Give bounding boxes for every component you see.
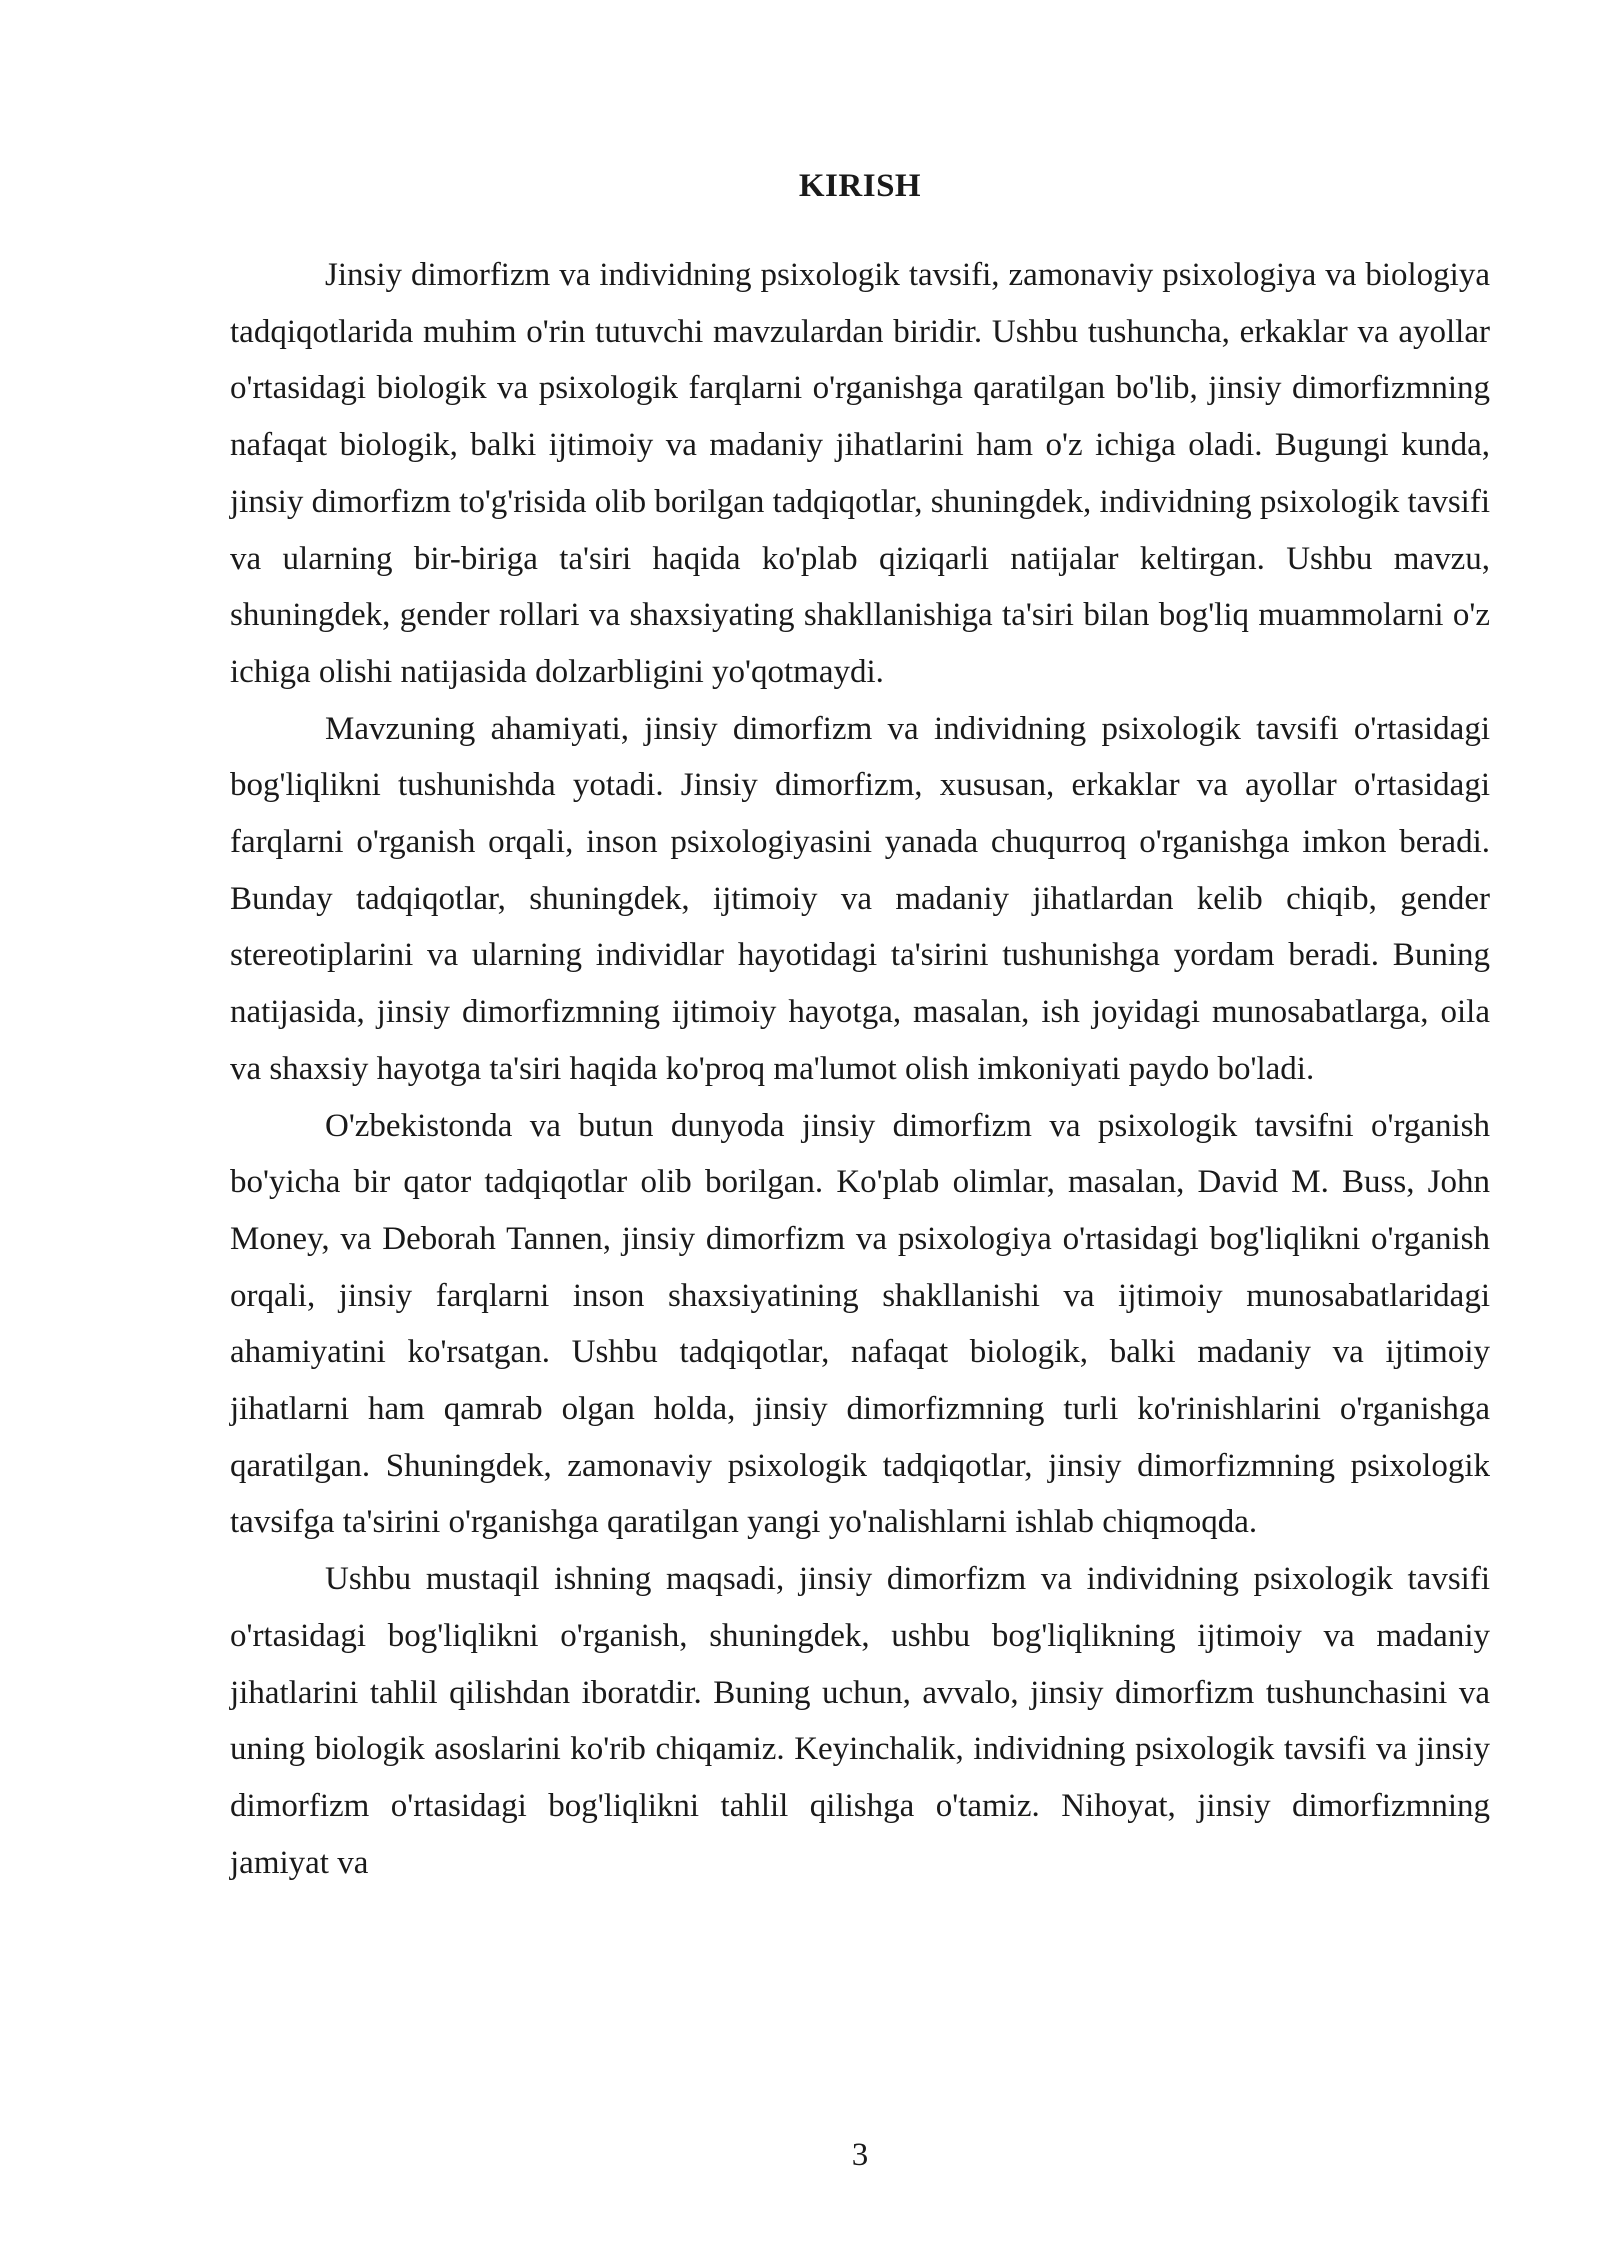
paragraph-4: Ushbu mustaqil ishning maqsadi, jinsiy dimorfizm va individning psixologik tavsifi o'rtasidagi bog'liqlikni o'rganish, shuningdek, ushbu bog'liqlikning ijtimoiy va madaniy jihatlarini tahlil qilishdan iboratdir. Buning uchun, avvalo, jinsiy dimorfizm tushunchasini va uning biologik asoslarini ko'rib chiqamiz. Keyinchalik, individning psixologik tavsifi va jinsiy dimorfizm o'rtasidagi bog'liqlikni tahlil qilishga o'tamiz. Nihoyat, jinsiy dimorfizmning jamiyat va (230, 1561, 1490, 1881)
page-number: 3 (851, 2137, 869, 2173)
section-title: KIRISH (798, 168, 922, 204)
paragraph-3: O'zbekistonda va butun dunyoda jinsiy dimorfizm va psixologik tavsifni o'rganish bo'yicha bir qator tadqiqotlar olib borilgan. Ko'plab olimlar, masalan, David M. Buss, John Money, va Deborah Tannen, jinsiy dimorfizm va psixologiya o'rtasidagi bog'liqlikni o'rganish orqali, jinsiy farqlarni inson shaxsiyatining shakllanishi va ijtimoiy munosabatlaridagi ahamiyatini ko'rsatgan. Ushbu tadqiqotlar, nafaqat biologik, balki madaniy va ijtimoiy jihatlarni ham qamrab olgan holda, jinsiy dimorfizmning turli ko'rinishlarini o'rganishga qaratilgan. Shuningdek, zamonaviy psixologik tadqiqotlar, jinsiy dimorfizmning psixologik tavsifga ta'sirini o'rganishga qaratilgan yangi yo'nalishlarni ishlab chiqmoqda. (230, 1107, 1490, 1541)
paragraph-2: Mavzuning ahamiyati, jinsiy dimorfizm va individning psixologik tavsifi o'rtasidagi bog'liqlikni tushunishda yotadi. Jinsiy dimorfizm, xususan, erkaklar va ayollar o'rtasidagi farqlarni o'rganish orqali, inson psixologiyasini yanada chuqurroq o'rganishga imkon beradi. Bunday tadqiqotlar, shuningdek, ijtimoiy va madaniy jihatlardan kelib chiqib, gender stereotiplarini va ularning individlar hayotidagi ta'sirini tushunishga yordam beradi. Buning natijasida, jinsiy dimorfizmning ijtimoiy hayotga, masalan, ish joyidagi munosabatlarga, oila va shaxsiy hayotga ta'siri haqida ko'proq ma'lumot olish imkoniyati paydo bo'ladi. (230, 710, 1490, 1087)
body-text (230, 247, 1490, 1891)
paragraph-1: Jinsiy dimorfizm va individning psixologik tavsifi, zamonaviy psixologiya va biologiya tadqiqotlarida muhim o'rin tutuvchi mavzulardan biridir. Ushbu tushuncha, erkaklar va ayollar o'rtasidagi biologik va psixologik farqlarni o'rganishga qaratilgan bo'lib, jinsiy dimorfizmning nafaqat biologik, balki ijtimoiy va madaniy jihatlarini ham o'z ichiga oladi. Bugungi kunda, jinsiy dimorfizm to'g'risida olib borilgan tadqiqotlar, shuningdek, individning psixologik tavsifi va ularning bir-biriga ta'siri haqida ko'plab qiziqarli natijalar keltirgan. Ushbu mavzu, shuningdek, gender rollari va shaxsiyating shakllanishiga ta'siri bilan bog'liq muammolarni o'z ichiga olishi natijasida dolzarbligini yo'qotmaydi. (230, 257, 1490, 690)
